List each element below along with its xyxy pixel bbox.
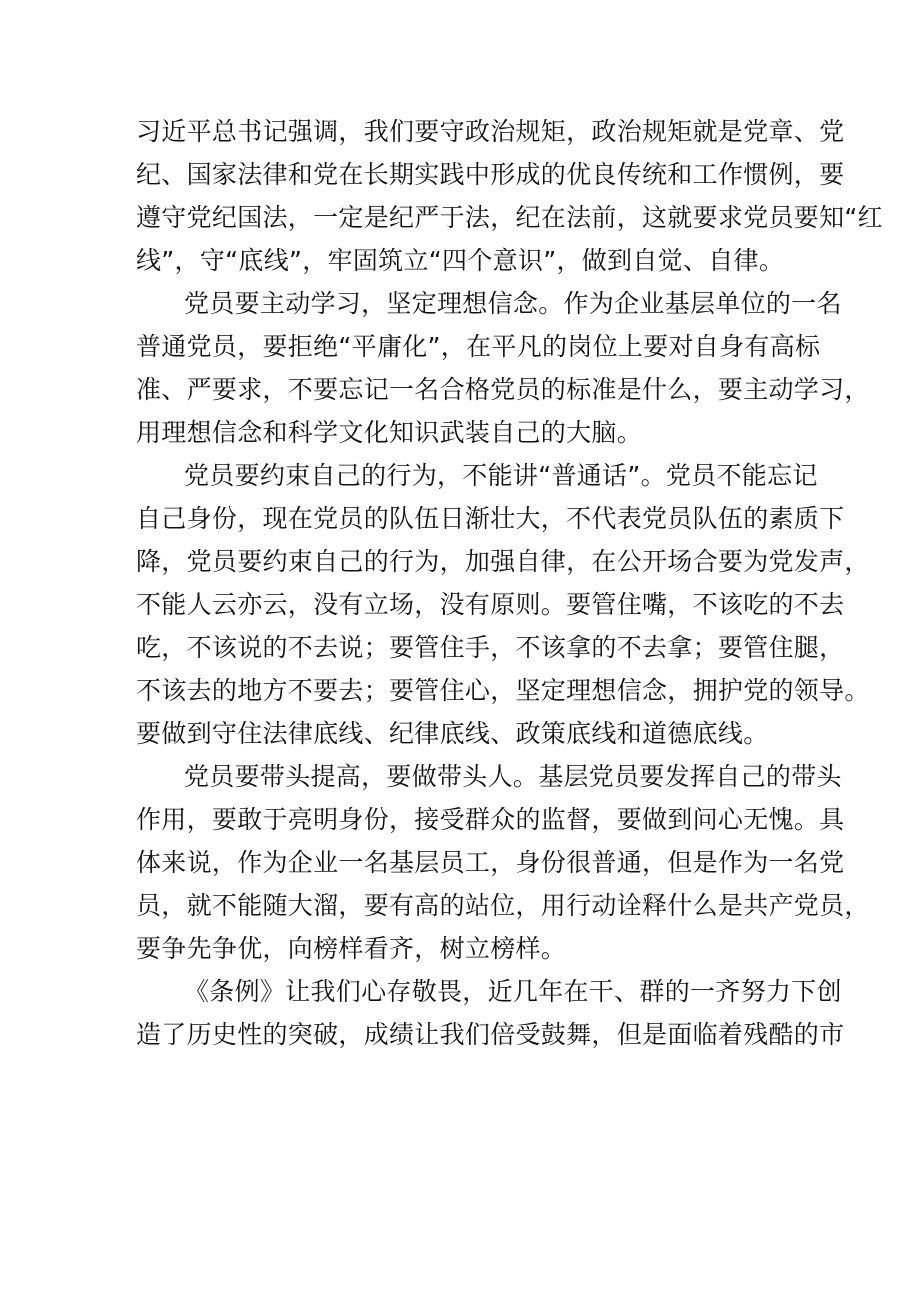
- text-line: 不该去的地方不要去；要管住心，坚定理想信念，拥护党的领导。: [136, 676, 870, 705]
- text-line: 遵守党纪国法，一定是纪严于法，纪在法前，这就要求党员要知“红: [136, 203, 883, 232]
- text-line: 普通党员，要拒绝“平庸化”，在平凡的岗位上要对自身有高标: [136, 332, 821, 361]
- paragraph-first-line: 党员要约束自己的行为，不能讲“普通话”。党员不能忘记: [184, 461, 818, 490]
- text-line: 员，就不能随大溜，要有高的站位，用行动诠释什么是共产党员，: [136, 891, 870, 920]
- text-line: 体来说，作为企业一名基层员工，身份很普通，但是作为一名党: [136, 848, 845, 877]
- text-line: 要做到守住法律底线、纪律底线、政策底线和道德底线。: [136, 719, 769, 748]
- text-line: 纪、国家法律和党在长期实践中形成的优良传统和工作惯例，要: [136, 160, 845, 189]
- text-line: 自己身份，现在党员的队伍日渐壮大，不代表党员队伍的素质下: [136, 504, 845, 533]
- text-line: 不能人云亦云，没有立场，没有原则。要管住嘴，不该吃的不去: [136, 590, 845, 619]
- text-line: 要争先争优，向榜样看齐，树立榜样。: [136, 934, 567, 963]
- paragraph-first-line: 《条例》让我们心存敬畏，近几年在干、群的一齐努力下创: [184, 977, 842, 1006]
- document-body: [136, 110, 883, 1056]
- text-line: 造了历史性的突破，成绩让我们倍受鼓舞，但是面临着残酷的市: [136, 1020, 845, 1049]
- text-line: 准、严要求，不要忘记一名合格党员的标准是什么，要主动学习，: [136, 375, 870, 404]
- text-line: 习近平总书记强调，我们要守政治规矩，政治规矩就是党章、党: [136, 117, 845, 146]
- text-line: 线”，守“底线”，牢固筑立“四个意识”，做到自觉、自律。: [136, 246, 785, 275]
- text-line: 降，党员要约束自己的行为，加强自律，在公开场合要为党发声，: [136, 547, 870, 576]
- text-line: 作用，要敢于亮明身份，接受群众的监督，要做到问心无愧。具: [136, 805, 845, 834]
- paragraph-first-line: 党员要带头提高，要做带头人。基层党员要发挥自己的带头: [184, 762, 842, 791]
- text-line: 用理想信念和科学文化知识武装自己的大脑。: [136, 418, 643, 447]
- text-line: 吃，不该说的不去说；要管住手，不该拿的不去拿；要管住腿，: [136, 633, 845, 662]
- paragraph-first-line: 党员要主动学习，坚定理想信念。作为企业基层单位的一名: [184, 289, 842, 318]
